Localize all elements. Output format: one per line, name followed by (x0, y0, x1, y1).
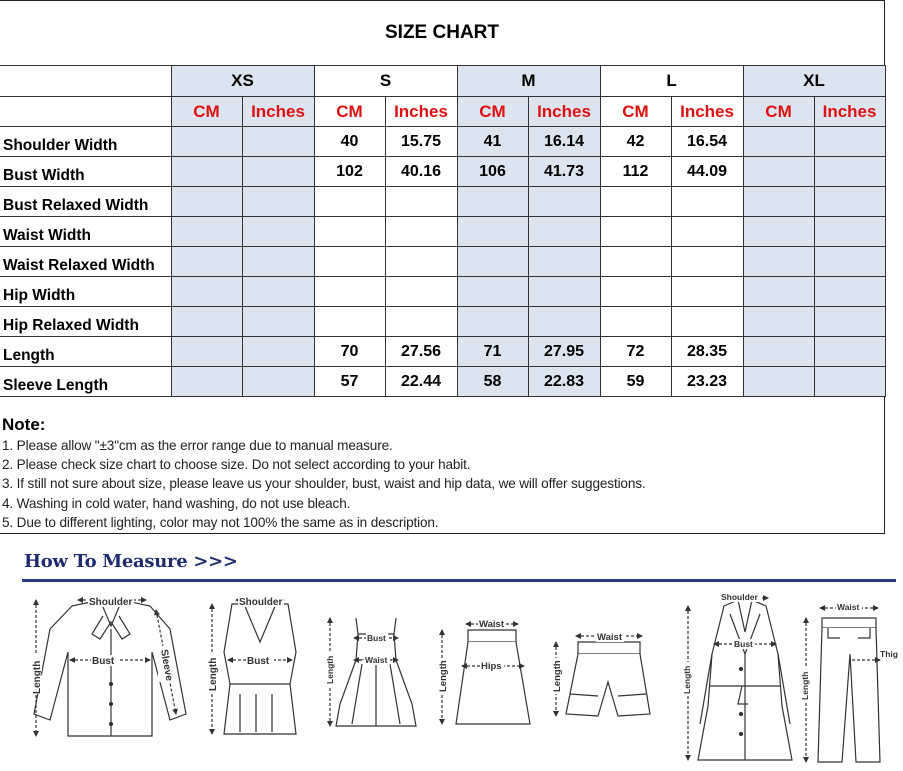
table-cell (671, 217, 743, 247)
table-cell: 15.75 (385, 127, 457, 157)
table-cell (242, 157, 314, 187)
measure-illustrations (0, 534, 903, 771)
table-cell (385, 247, 457, 277)
table-cell: 57 (314, 367, 385, 397)
table-cell (671, 187, 743, 217)
table-cell (314, 247, 385, 277)
table-cell (385, 277, 457, 307)
table-cell: 41 (457, 127, 528, 157)
row-label: Sleeve Length (0, 367, 171, 397)
table-cell: 71 (457, 337, 528, 367)
skirt-waist-label: Waist (479, 619, 504, 630)
unit-inches: Inches (528, 97, 600, 127)
dress-length-label: Length (325, 655, 335, 684)
table-cell (600, 277, 671, 307)
table-cell (600, 187, 671, 217)
table-cell (314, 217, 385, 247)
table-cell: 42 (600, 127, 671, 157)
table-cell (314, 277, 385, 307)
table-cell (171, 277, 242, 307)
table-cell (600, 247, 671, 277)
unit-cm: CM (600, 97, 671, 127)
coat-bust-label: Bust (734, 639, 753, 649)
table-cell: 27.56 (385, 337, 457, 367)
table-cell (814, 187, 885, 217)
table-cell (385, 217, 457, 247)
note-line: 5. Due to different lighting, color may not 100% the same as in description. (2, 514, 439, 530)
table-cell (528, 217, 600, 247)
trousers-icon (806, 608, 880, 762)
table-cell: 106 (457, 157, 528, 187)
table-cell (457, 307, 528, 337)
unit-inches: Inches (671, 97, 743, 127)
table-cell (242, 187, 314, 217)
row-label: Shoulder Width (0, 127, 171, 157)
shirt-bust-label: Bust (92, 656, 115, 667)
chart-title: SIZE CHART (0, 1, 884, 66)
table-cell (743, 187, 814, 217)
table-cell: 23.23 (671, 367, 743, 397)
skirt-icon (442, 624, 530, 724)
table-cell: 16.14 (528, 127, 600, 157)
table-cell (814, 367, 885, 397)
table-cell (814, 127, 885, 157)
note-line: 4. Washing in cold water, hand washing, do not use bleach. (2, 495, 351, 511)
table-cell (743, 157, 814, 187)
row-label: Bust Relaxed Width (0, 187, 171, 217)
table-cell (385, 307, 457, 337)
table-cell: 112 (600, 157, 671, 187)
table-cell (743, 217, 814, 247)
row-label: Waist Width (0, 217, 171, 247)
trousers-waist-label: Waist (837, 602, 860, 612)
unit-cm: CM (171, 97, 242, 127)
table-cell (528, 307, 600, 337)
tank-length-label: Length (208, 657, 219, 691)
size-header-corner (0, 66, 171, 97)
table-cell (171, 307, 242, 337)
tank-top-icon (212, 600, 296, 734)
shorts-waist-label: Waist (597, 632, 622, 643)
table-cell (743, 127, 814, 157)
table-cell (600, 217, 671, 247)
table-cell (814, 247, 885, 277)
table-cell (814, 307, 885, 337)
table-cell (457, 187, 528, 217)
size-header-s: S (314, 66, 457, 97)
table-cell: 40.16 (385, 157, 457, 187)
unit-cm: CM (457, 97, 528, 127)
table-cell (743, 277, 814, 307)
shirt-shoulder-label: Shoulder (89, 597, 133, 608)
table-cell (671, 277, 743, 307)
unit-cm: CM (314, 97, 385, 127)
size-header-m: M (457, 66, 600, 97)
table-cell: 44.09 (671, 157, 743, 187)
shirt-sleeve-label: Sleeve (158, 648, 175, 682)
how-to-measure (0, 534, 903, 771)
table-cell (814, 217, 885, 247)
table-cell: 22.83 (528, 367, 600, 397)
table-cell (528, 277, 600, 307)
notes (2, 413, 882, 532)
table-cell (242, 217, 314, 247)
table-cell (171, 247, 242, 277)
table-cell (171, 367, 242, 397)
table-cell: 41.73 (528, 157, 600, 187)
table-cell (814, 157, 885, 187)
trousers-length-label: Length (800, 671, 810, 700)
table-cell (743, 307, 814, 337)
table-cell (242, 247, 314, 277)
table-cell (600, 307, 671, 337)
table-cell (242, 307, 314, 337)
trousers-thigh-label: Thig (880, 649, 898, 659)
table-cell (528, 247, 600, 277)
table-cell (528, 187, 600, 217)
table-cell (814, 277, 885, 307)
note-line: 1. Please allow "±3"cm as the error range due to manual measure. (2, 438, 393, 453)
table-cell (457, 247, 528, 277)
table-cell (171, 217, 242, 247)
table-cell (171, 187, 242, 217)
table-cell: 59 (600, 367, 671, 397)
size-header-l: L (600, 66, 743, 97)
table-cell: 40 (314, 127, 385, 157)
table-cell (457, 277, 528, 307)
row-label: Hip Width (0, 277, 171, 307)
row-label: Hip Relaxed Width (0, 307, 171, 337)
table-cell (314, 187, 385, 217)
unit-inches: Inches (242, 97, 314, 127)
size-header-xl: XL (743, 66, 885, 97)
unit-header-corner (0, 97, 171, 127)
table-cell (671, 247, 743, 277)
table-cell (814, 337, 885, 367)
notes-heading: Note: (2, 415, 46, 434)
table-cell (242, 277, 314, 307)
shorts-length-label: Length (552, 660, 563, 692)
table-cell (242, 367, 314, 397)
unit-inches: Inches (385, 97, 457, 127)
coat-length-label: Length (682, 665, 692, 694)
coat-shoulder-label: Shoulder (721, 592, 758, 602)
table-cell: 22.44 (385, 367, 457, 397)
table-cell (743, 337, 814, 367)
table-cell (671, 307, 743, 337)
row-label: Length (0, 337, 171, 367)
unit-inches: Inches (814, 97, 885, 127)
table-cell (743, 367, 814, 397)
table-cell (743, 247, 814, 277)
table-cell (242, 337, 314, 367)
how-to-measure-title: How To Measure >>> (24, 551, 238, 572)
tank-shoulder-label: Shoulder (239, 597, 283, 608)
size-header-xs: XS (171, 66, 314, 97)
table-cell (171, 157, 242, 187)
note-line: 2. Please check size chart to choose size. Do not select according to your habit. (2, 457, 471, 473)
table-cell (242, 127, 314, 157)
skirt-length-label: Length (438, 660, 449, 692)
note-line: 3. If still not sure about size, please leave us your shoulder, bust, waist and hip data, we will offer suggestions. (2, 476, 646, 492)
table-cell: 28.35 (671, 337, 743, 367)
dress-bust-label: Bust (367, 633, 386, 643)
size-table (0, 65, 886, 397)
table-cell: 16.54 (671, 127, 743, 157)
dress-waist-label: Waist (365, 655, 388, 665)
table-cell: 102 (314, 157, 385, 187)
table-cell: 58 (457, 367, 528, 397)
table-cell (171, 337, 242, 367)
skirt-hips-label: Hips (481, 661, 502, 672)
row-label: Bust Width (0, 157, 171, 187)
table-cell (314, 307, 385, 337)
table-cell (171, 127, 242, 157)
table-cell: 70 (314, 337, 385, 367)
coat-icon (688, 598, 792, 760)
table-cell (385, 187, 457, 217)
table-cell: 72 (600, 337, 671, 367)
table-cell: 27.95 (528, 337, 600, 367)
unit-cm: CM (743, 97, 814, 127)
row-label: Waist Relaxed Width (0, 247, 171, 277)
shorts-icon (556, 636, 650, 716)
shirt-length-label: Length (32, 660, 43, 694)
table-cell (457, 217, 528, 247)
tank-bust-label: Bust (247, 656, 270, 667)
